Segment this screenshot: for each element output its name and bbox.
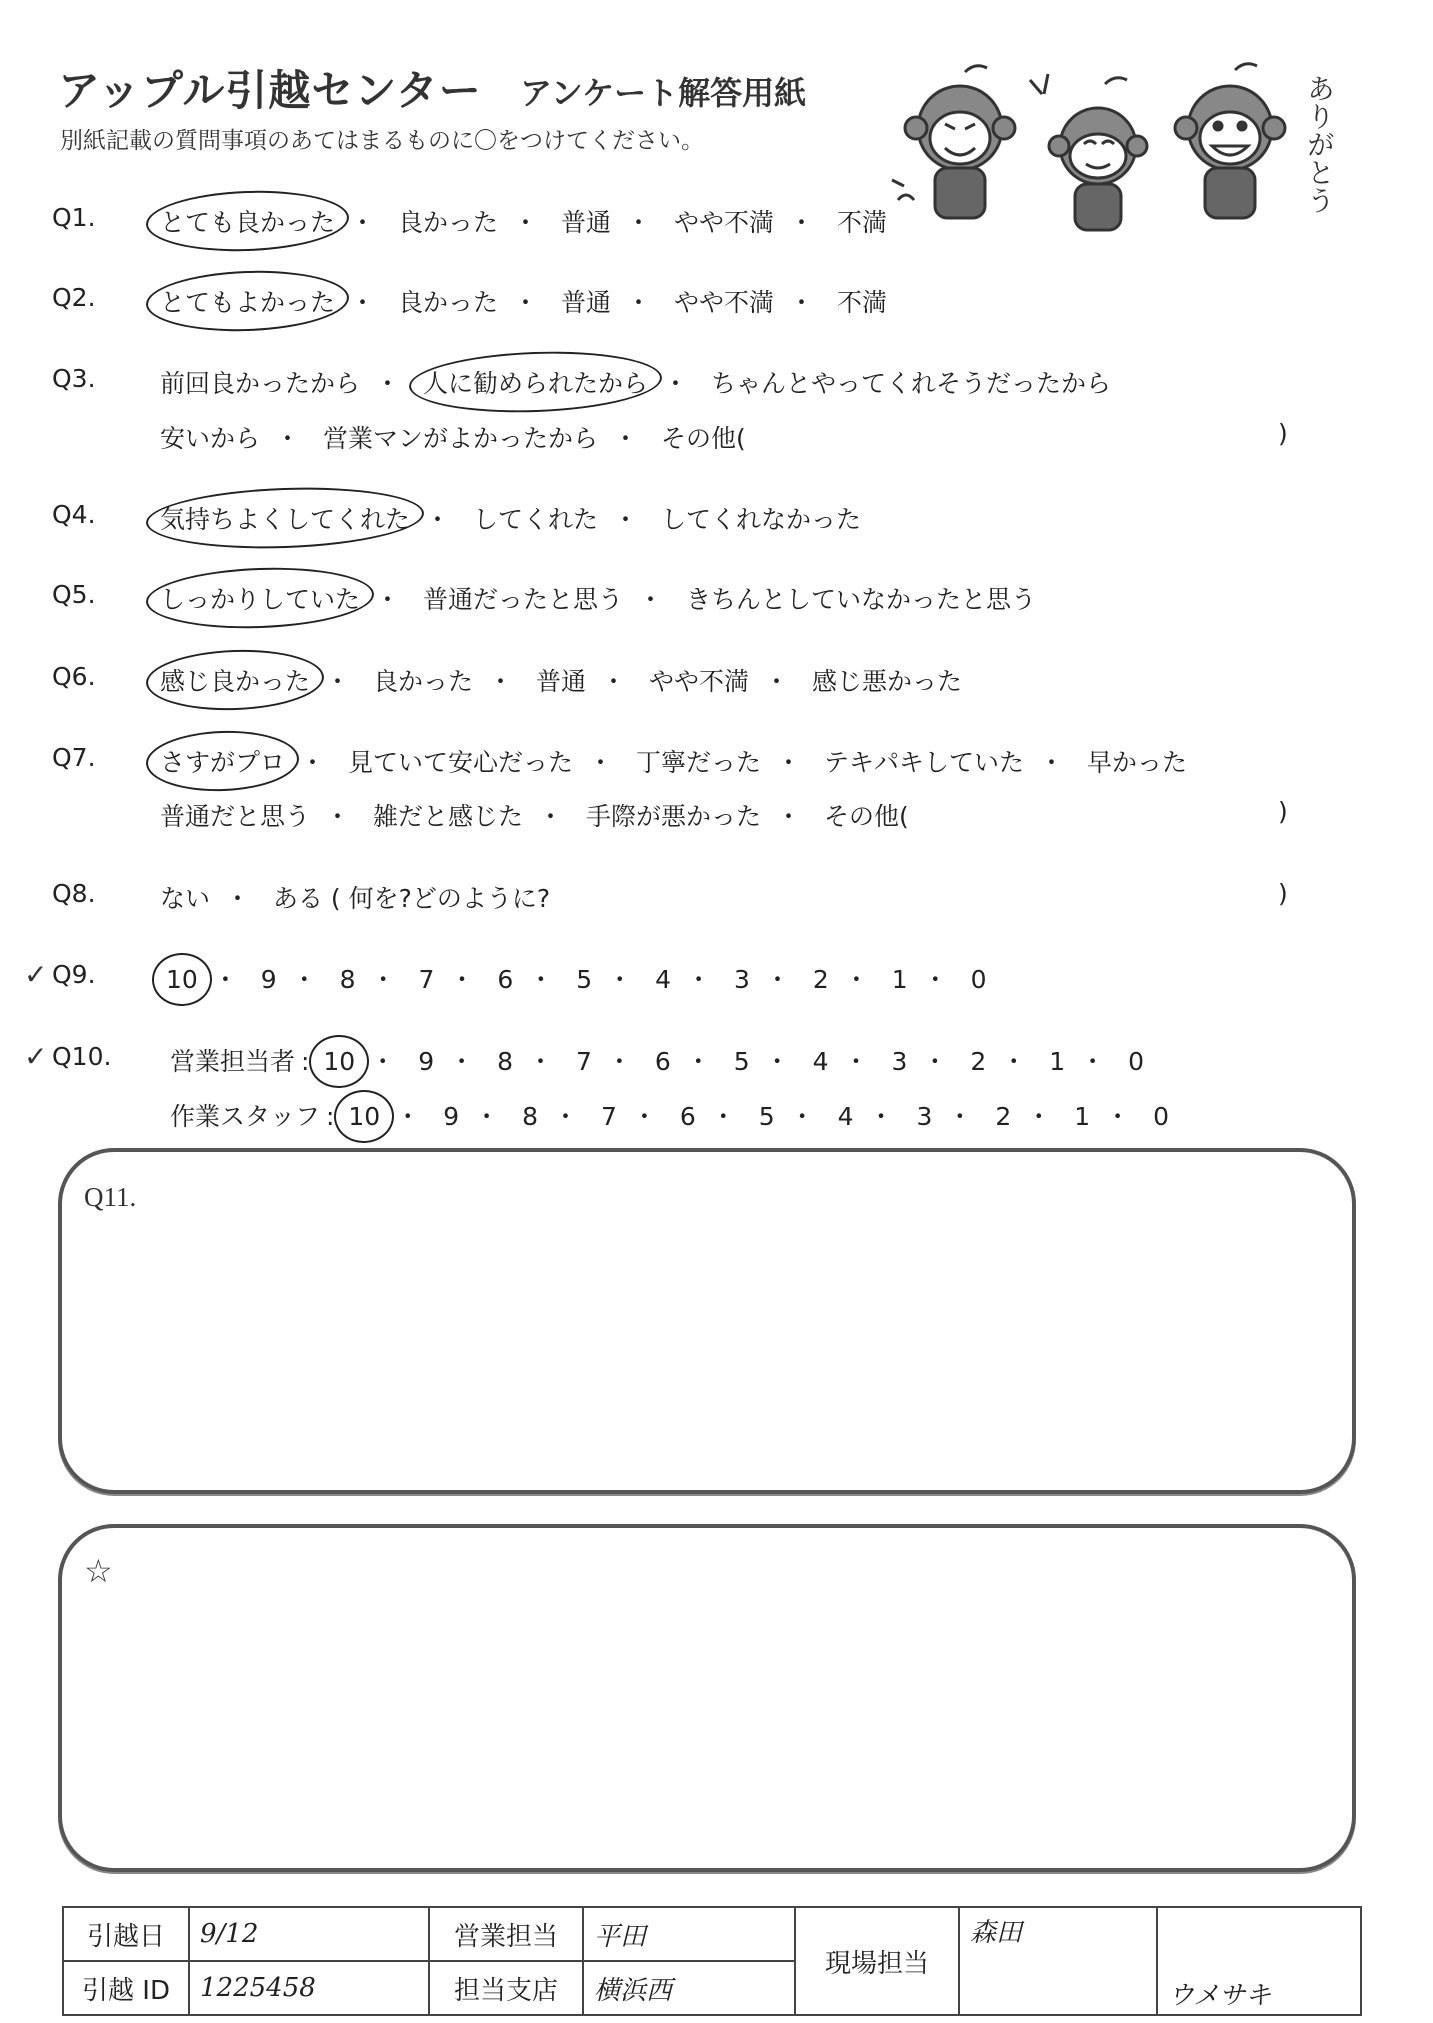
q9-score-8[interactable]: 8 — [339, 965, 356, 994]
q10-sales-score-0[interactable]: 0 — [1128, 1047, 1144, 1076]
q1-option-4[interactable]: やや不満 — [673, 208, 774, 237]
q7-option-7[interactable]: 雑だと感じた — [372, 802, 523, 831]
q8-option-2[interactable]: ある ( 何を?どのように? — [272, 884, 551, 913]
q2-option-1[interactable]: とてもよかった — [160, 283, 335, 319]
q9-score-6[interactable]: 6 — [497, 965, 514, 994]
q5-option-3[interactable]: きちんとしていなかったと思う — [685, 585, 1036, 614]
q10-sales-score-4[interactable]: 4 — [812, 1047, 829, 1076]
q10-staff-score-7[interactable]: 7 — [600, 1102, 617, 1131]
star-comment-box[interactable] — [58, 1524, 1356, 1872]
q10-sales-score-9[interactable]: 9 — [418, 1047, 435, 1076]
q9-score-3[interactable]: 3 — [734, 965, 750, 994]
q4-option-3[interactable]: してくれなかった — [660, 505, 861, 534]
q10-staff-score-4[interactable]: 4 — [837, 1102, 854, 1131]
moving-id-value[interactable]: 1225458 — [189, 1961, 429, 2015]
q3-close-paren: ) — [1278, 419, 1288, 448]
q9-label: Q9. — [52, 960, 96, 989]
q9-scale: 10 ・ 9 ・ 8 ・ 7 ・ 6 ・ 5 ・ 4 ・ 3 ・ 2 ・ 1 ・ 0 — [166, 965, 987, 994]
q7-label: Q7. — [52, 743, 96, 772]
q10-checkmark: ✓ — [24, 1040, 48, 1073]
q3-option-6[interactable]: その他( — [660, 424, 746, 453]
q10-staff-name: 作業スタッフ — [170, 1102, 321, 1131]
site-rep-value[interactable]: 森田 — [959, 1907, 1157, 2015]
thanks-vertical-text: ありがとう — [1303, 74, 1336, 214]
q10-sales-score-2[interactable]: 2 — [970, 1047, 987, 1076]
q7-option-9[interactable]: その他( — [823, 802, 909, 831]
monkey-happy-icon — [1175, 64, 1285, 218]
q6-option-3[interactable]: 普通 — [535, 667, 586, 696]
q10-label: Q10. — [52, 1042, 112, 1071]
q2-label: Q2. — [52, 283, 96, 312]
monkey-laughing-icon — [892, 66, 1015, 218]
sales-rep-value[interactable]: 平田 — [583, 1907, 795, 1961]
q10-sales-score-8[interactable]: 8 — [497, 1047, 513, 1076]
q5-option-1[interactable]: しっかりしていた — [160, 580, 360, 616]
q6-option-4[interactable]: やや不満 — [648, 667, 749, 696]
q1-options: とても良かった ・ 良かった ・ 普通 ・ やや不満 ・ 不満 — [160, 203, 887, 239]
q7-options-line-1: さすがプロ ・ 見ていて安心だった ・ 丁寧だった ・ テキパキしていた ・ 早かった — [160, 743, 1187, 779]
q3-option-3[interactable]: ちゃんとやってくれそうだったから — [710, 369, 1111, 398]
q7-close-paren: ) — [1278, 797, 1288, 826]
q9-score-5[interactable]: 5 — [576, 965, 593, 994]
q1-label: Q1. — [52, 203, 96, 232]
instruction-text: 別紙記載の質問事項のあてはまるものに〇をつけてください。 — [60, 128, 704, 154]
q7-option-1[interactable]: さすがプロ — [160, 743, 285, 779]
star-icon: ☆ — [84, 1553, 113, 1589]
q10-staff-score-2[interactable]: 2 — [995, 1102, 1012, 1131]
site-rep-label: 現場担当 — [795, 1907, 959, 2015]
q1-option-3[interactable]: 普通 — [560, 208, 611, 237]
moving-day-value[interactable]: 9/12 — [189, 1907, 429, 1961]
q7-option-5[interactable]: 早かった — [1086, 748, 1187, 777]
q4-options: 気持ちよくしてくれた ・ してくれた ・ してくれなかった — [160, 500, 861, 536]
q9-score-2[interactable]: 2 — [812, 965, 829, 994]
q9-score-9[interactable]: 9 — [260, 965, 277, 994]
branch-value[interactable]: 横浜西 — [583, 1961, 795, 2015]
q10-sales-score-6[interactable]: 6 — [654, 1047, 671, 1076]
q2-option-5[interactable]: 不満 — [836, 288, 887, 317]
q10-sales-score-1[interactable]: 1 — [1049, 1047, 1066, 1076]
q6-options: 感じ良かった ・ 良かった ・ 普通 ・ やや不満 ・ 感じ悪かった — [160, 662, 962, 698]
q7-options-line-2: 普通だと思う ・ 雑だと感じた ・ 手際が悪かった ・ その他( — [160, 797, 909, 833]
q2-option-3[interactable]: 普通 — [560, 288, 611, 317]
q6-option-5[interactable]: 感じ悪かった — [811, 667, 962, 696]
q10-sales-score-10[interactable]: 10 — [323, 1047, 356, 1076]
q4-label: Q4. — [52, 500, 96, 529]
q1-option-2[interactable]: 良かった — [397, 208, 498, 237]
q5-label: Q5. — [52, 580, 96, 609]
q10-sales-name: 営業担当者 — [170, 1047, 296, 1076]
q3-option-2[interactable]: 人に勧められたから — [423, 364, 648, 400]
q3-options-line-1: 前回良かったから ・ 人に勧められたから ・ ちゃんとやってくれそうだったから — [160, 364, 1111, 400]
q7-option-8[interactable]: 手際が悪かった — [585, 802, 761, 831]
moving-id-label: 引越 ID — [63, 1961, 189, 2015]
q9-score-4[interactable]: 4 — [655, 965, 672, 994]
q10-staff-score-5[interactable]: 5 — [758, 1102, 775, 1131]
q6-option-2[interactable]: 良かった — [372, 667, 473, 696]
q8-close-paren: ) — [1278, 879, 1288, 908]
q2-option-2[interactable]: 良かった — [397, 288, 498, 317]
q7-option-3[interactable]: 丁寧だった — [635, 748, 761, 777]
q10-staff-score-1[interactable]: 1 — [1074, 1102, 1091, 1131]
q7-option-4[interactable]: テキパキしていた — [823, 748, 1024, 777]
q11-comment-box[interactable] — [58, 1148, 1356, 1494]
moving-day-label: 引越日 — [63, 1907, 189, 1961]
q10-sales-score-7[interactable]: 7 — [575, 1047, 592, 1076]
q9-score-0[interactable]: 0 — [970, 965, 987, 994]
q10-sales-score-5[interactable]: 5 — [733, 1047, 750, 1076]
q10-staff-row: 作業スタッフ : 10 ・ 9 ・ 8 ・ 7 ・ 6 ・ 5 ・ 4 ・ 3 ・ 2 ・ 1 ・ 0 — [170, 1097, 1169, 1133]
q9-score-1[interactable]: 1 — [891, 965, 908, 994]
q7-option-2[interactable]: 見ていて安心だった — [347, 748, 573, 777]
q11-label: Q11. — [84, 1182, 137, 1212]
q10-sales-score-3[interactable]: 3 — [891, 1047, 908, 1076]
q4-option-1[interactable]: 気持ちよくしてくれた — [160, 500, 410, 536]
q8-label: Q8. — [52, 879, 96, 908]
q10-staff-score-0[interactable]: 0 — [1153, 1102, 1169, 1131]
q2-options: とてもよかった ・ 良かった ・ 普通 ・ やや不満 ・ 不満 — [160, 283, 887, 319]
monkey-mascots-illustration — [890, 60, 1370, 240]
q8-options: ない ・ ある ( 何を?どのように? — [160, 879, 550, 915]
q10-staff-score-9[interactable]: 9 — [443, 1102, 460, 1131]
q3-option-1[interactable]: 前回良かったから — [160, 369, 361, 398]
q9-score-7[interactable]: 7 — [418, 965, 435, 994]
q1-option-1[interactable]: とても良かった — [160, 203, 335, 239]
q10-staff-score-6[interactable]: 6 — [679, 1102, 696, 1131]
sales-rep-label: 営業担当 — [429, 1907, 583, 1961]
q9-checkmark: ✓ — [24, 958, 48, 991]
q10-staff-score-3[interactable]: 3 — [916, 1102, 933, 1131]
q5-option-2[interactable]: 普通だったと思う — [422, 585, 623, 614]
q5-options: しっかりしていた ・ 普通だったと思う ・ きちんとしていなかったと思う — [160, 580, 1036, 616]
q10-staff-score-10[interactable]: 10 — [348, 1102, 381, 1131]
q10-staff-score-8[interactable]: 8 — [522, 1102, 538, 1131]
q8-option-1[interactable]: ない — [160, 884, 211, 913]
q9-score-10[interactable]: 10 — [166, 965, 198, 994]
q3-option-5[interactable]: 営業マンがよかったから — [322, 424, 598, 453]
q3-options-line-2: 安いから ・ 営業マンがよかったから ・ その他( — [160, 419, 746, 455]
q6-option-1[interactable]: 感じ良かった — [160, 662, 310, 698]
site-rep-extra-value[interactable]: ウメサキ — [1157, 1907, 1361, 2015]
monkey-smiling-icon — [1030, 74, 1147, 230]
q4-option-2[interactable]: してくれた — [472, 505, 598, 534]
page-subtitle: アンケート解答用紙 — [520, 74, 807, 112]
branch-label: 担当支店 — [429, 1961, 583, 2015]
footer-info-table — [62, 1906, 1362, 2016]
page-title: アップル引越センター — [58, 66, 482, 115]
q2-option-4[interactable]: やや不満 — [673, 288, 774, 317]
q6-label: Q6. — [52, 662, 96, 691]
q3-option-4[interactable]: 安いから — [160, 424, 261, 453]
q3-label: Q3. — [52, 364, 96, 393]
q7-option-6[interactable]: 普通だと思う — [160, 802, 311, 831]
q1-option-5[interactable]: 不満 — [836, 208, 887, 237]
q10-sales-row: 営業担当者 : 10 ・ 9 ・ 8 ・ 7 ・ 6 ・ 5 ・ 4 ・ 3 ・ 2 ・ 1 ・ 0 — [170, 1042, 1144, 1078]
